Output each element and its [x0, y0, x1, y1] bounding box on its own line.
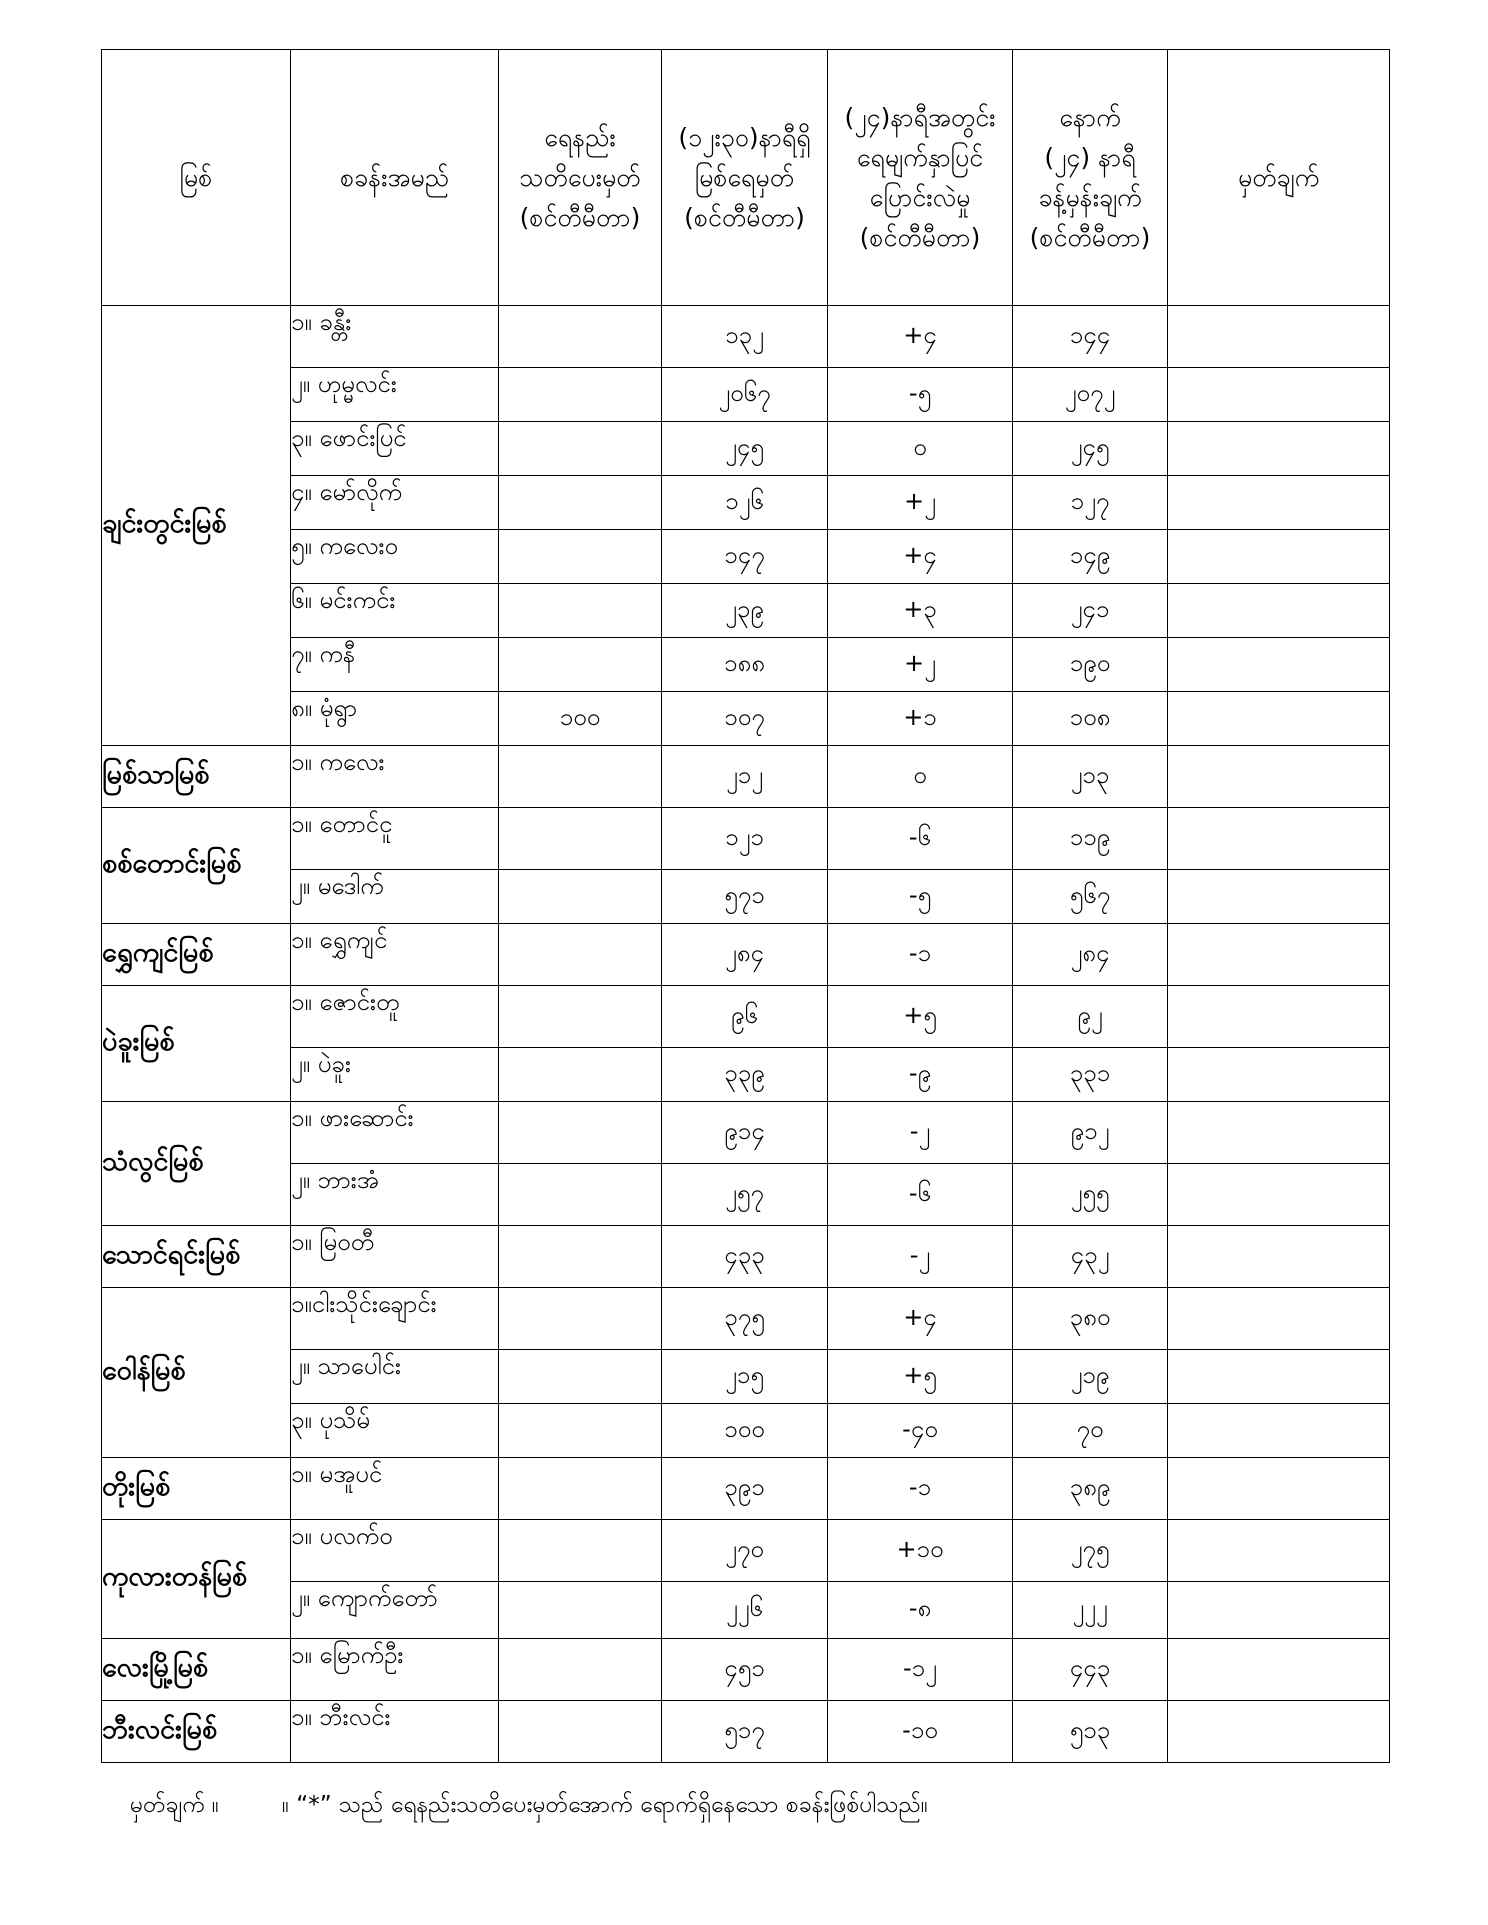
remark	[1168, 422, 1390, 476]
remark	[1168, 1639, 1390, 1701]
low-warning-level	[499, 306, 662, 368]
water-level: ၉၁၄	[662, 1102, 828, 1164]
forecast-level: ၅၆၇	[1013, 870, 1168, 924]
river-name: ဝေါန်မြစ်	[102, 1288, 291, 1458]
header-river: မြစ်	[102, 50, 291, 306]
water-level: ၂၄၅	[662, 422, 828, 476]
table-row	[102, 1404, 1390, 1458]
level-change: +၁	[828, 692, 1013, 746]
water-level: ၄၅၁	[662, 1639, 828, 1701]
remark	[1168, 692, 1390, 746]
level-change: -၉	[828, 1048, 1013, 1102]
river-name: သံလွင်မြစ်	[102, 1102, 291, 1226]
water-level: ၉၆	[662, 986, 828, 1048]
table-row	[102, 1582, 1390, 1639]
low-warning-level	[499, 870, 662, 924]
station-name: ၃။ ဖောင်းပြင်	[291, 422, 499, 476]
table-row	[102, 638, 1390, 692]
level-change: +၄	[828, 1288, 1013, 1350]
table-row	[102, 746, 1390, 808]
table-row	[102, 1102, 1390, 1164]
station-name: ၁။ တောင်ငူ	[291, 808, 499, 870]
header-current-water-level: (၁၂း၃၀)နာရီရှိ မြစ်ရေမှတ် (စင်တီမီတာ)	[662, 50, 828, 306]
river-name: လေးမြို့မြစ်	[102, 1639, 291, 1701]
forecast-level: ၂၇၅	[1013, 1520, 1168, 1582]
forecast-level: ၂၀၇၂	[1013, 368, 1168, 422]
remark	[1168, 584, 1390, 638]
river-level-table	[101, 49, 1390, 1763]
water-level: ၂၃၉	[662, 584, 828, 638]
river-name: ကုလားတန်မြစ်	[102, 1520, 291, 1639]
header-row	[102, 50, 1390, 306]
river-name: သောင်ရင်းမြစ်	[102, 1226, 291, 1288]
remark	[1168, 746, 1390, 808]
remark	[1168, 1226, 1390, 1288]
remark	[1168, 870, 1390, 924]
river-name: စစ်တောင်းမြစ်	[102, 808, 291, 924]
level-change: +၄	[828, 530, 1013, 584]
forecast-level: ၁၄၄	[1013, 306, 1168, 368]
station-name: ၂။ ဘားအံ	[291, 1164, 499, 1226]
level-change: -၁	[828, 1458, 1013, 1520]
footnote-text: ။ “*” သည် ရေနည်းသတိပေးမှတ်အောက် ရောက်ရှိနေသော စခန်းဖြစ်ပါသည်။	[282, 1792, 928, 1818]
table-body	[102, 306, 1390, 1763]
water-level: ၂၈၄	[662, 924, 828, 986]
forecast-level: ၃၈၀	[1013, 1288, 1168, 1350]
low-warning-level	[499, 1404, 662, 1458]
level-change: +၂	[828, 638, 1013, 692]
water-level: ၄၃၃	[662, 1226, 828, 1288]
table-row	[102, 692, 1390, 746]
forecast-level: ၉၁၂	[1013, 1102, 1168, 1164]
forecast-level: ၄၃၂	[1013, 1226, 1168, 1288]
low-warning-level	[499, 476, 662, 530]
remark	[1168, 1701, 1390, 1763]
table-row	[102, 986, 1390, 1048]
water-level: ၂၇၀	[662, 1520, 828, 1582]
low-warning-level	[499, 638, 662, 692]
level-change: -၂	[828, 1102, 1013, 1164]
low-warning-level	[499, 1701, 662, 1763]
remark	[1168, 924, 1390, 986]
low-warning-level	[499, 924, 662, 986]
level-change: -၈	[828, 1582, 1013, 1639]
forecast-level: ၂၈၄	[1013, 924, 1168, 986]
low-warning-level	[499, 1288, 662, 1350]
station-name: ၂။ ဟုမ္မလင်း	[291, 368, 499, 422]
river-name: ချင်းတွင်းမြစ်	[102, 306, 291, 746]
level-change: +၅	[828, 1350, 1013, 1404]
water-level: ၁၂၁	[662, 808, 828, 870]
low-warning-level	[499, 1520, 662, 1582]
table-row	[102, 1350, 1390, 1404]
level-change: +၅	[828, 986, 1013, 1048]
remark	[1168, 1350, 1390, 1404]
station-name: ၆။ မင်းကင်း	[291, 584, 499, 638]
table-row	[102, 870, 1390, 924]
water-level: ၃၇၅	[662, 1288, 828, 1350]
table-row	[102, 1288, 1390, 1350]
remark	[1168, 530, 1390, 584]
station-name: ၁။ ရွှေကျင်	[291, 924, 499, 986]
low-warning-level	[499, 1350, 662, 1404]
level-change: -၄၀	[828, 1404, 1013, 1458]
station-name: ၂။ ပဲခူး	[291, 1048, 499, 1102]
forecast-level: ၇၀	[1013, 1404, 1168, 1458]
station-name: ၁။ မြောက်ဦး	[291, 1639, 499, 1701]
level-change: ၀	[828, 746, 1013, 808]
header-station-name: စခန်းအမည်	[291, 50, 499, 306]
footnote	[130, 1790, 928, 1824]
forecast-level: ၁၄၉	[1013, 530, 1168, 584]
table-row	[102, 808, 1390, 870]
remark	[1168, 1164, 1390, 1226]
low-warning-level	[499, 422, 662, 476]
forecast-level: ၁၁၉	[1013, 808, 1168, 870]
water-level: ၁၀၀	[662, 1404, 828, 1458]
forecast-level: ၅၁၃	[1013, 1701, 1168, 1763]
station-name: ၄။ မော်လိုက်	[291, 476, 499, 530]
station-name: ၁။ ခန္တီး	[291, 306, 499, 368]
station-name: ၁။ မအူပင်	[291, 1458, 499, 1520]
water-level: ၂၀၆၇	[662, 368, 828, 422]
low-warning-level	[499, 1164, 662, 1226]
table-row	[102, 924, 1390, 986]
water-level: ၁၃၂	[662, 306, 828, 368]
station-name: ၃။ ပုသိမ်	[291, 1404, 499, 1458]
station-name: ၁။ ဘီးလင်း	[291, 1701, 499, 1763]
station-name: ၁။ ကလေး	[291, 746, 499, 808]
river-name: ရွှေကျင်မြစ်	[102, 924, 291, 986]
water-level: ၃၉၁	[662, 1458, 828, 1520]
forecast-level: ၂၄၅	[1013, 422, 1168, 476]
header-24h-change: (၂၄)နာရီအတွင်း ရေမျက်နှာပြင် ပြောင်းလဲမှု (စင်တီမီတာ)	[828, 50, 1013, 306]
header-24h-forecast: နောက် (၂၄) နာရီ ခန့်မှန်းချက် (စင်တီမီတာ)	[1013, 50, 1168, 306]
station-name: ၅။ ကလေးဝ	[291, 530, 499, 584]
forecast-level: ၁၂၇	[1013, 476, 1168, 530]
level-change: -၆	[828, 808, 1013, 870]
remark	[1168, 1458, 1390, 1520]
table-row	[102, 368, 1390, 422]
remark	[1168, 306, 1390, 368]
level-change: -၅	[828, 870, 1013, 924]
table-row	[102, 1458, 1390, 1520]
level-change: +၂	[828, 476, 1013, 530]
level-change: -၅	[828, 368, 1013, 422]
river-name: မြစ်သာမြစ်	[102, 746, 291, 808]
water-level: ၃၃၉	[662, 1048, 828, 1102]
remark	[1168, 808, 1390, 870]
station-name: ၇။ ကနီ	[291, 638, 499, 692]
forecast-level: ၂၂၂	[1013, 1582, 1168, 1639]
station-name: ၁။ ဖားဆောင်း	[291, 1102, 499, 1164]
remark	[1168, 1288, 1390, 1350]
remark	[1168, 1102, 1390, 1164]
forecast-level: ၃၈၉	[1013, 1458, 1168, 1520]
river-name: ပဲခူးမြစ်	[102, 986, 291, 1102]
remark	[1168, 1048, 1390, 1102]
low-warning-level	[499, 746, 662, 808]
water-level: ၁၄၇	[662, 530, 828, 584]
table-row	[102, 1164, 1390, 1226]
remark	[1168, 1520, 1390, 1582]
remark	[1168, 638, 1390, 692]
level-change: ၀	[828, 422, 1013, 476]
footnote-label: မှတ်ချက် ။	[130, 1792, 219, 1818]
water-level: ၁၀၇	[662, 692, 828, 746]
table-row	[102, 1226, 1390, 1288]
table-row	[102, 1520, 1390, 1582]
forecast-level: ၃၃၁	[1013, 1048, 1168, 1102]
table-row	[102, 584, 1390, 638]
forecast-level: ၂၁၃	[1013, 746, 1168, 808]
remark	[1168, 1582, 1390, 1639]
low-warning-level	[499, 1102, 662, 1164]
station-name: ၂။ သာပေါင်း	[291, 1350, 499, 1404]
level-change: -၁၂	[828, 1639, 1013, 1701]
station-name: ၁။ ပလက်ဝ	[291, 1520, 499, 1582]
level-change: +၄	[828, 306, 1013, 368]
table-row	[102, 476, 1390, 530]
remark	[1168, 1404, 1390, 1458]
low-warning-level: ၁၀၀	[499, 692, 662, 746]
forecast-level: ၂၄၁	[1013, 584, 1168, 638]
station-name: ၂။ ကျောက်တော်	[291, 1582, 499, 1639]
forecast-level: ၁၀၈	[1013, 692, 1168, 746]
low-warning-level	[499, 368, 662, 422]
water-level: ၁၂၆	[662, 476, 828, 530]
station-name: ၂။ မဒေါက်	[291, 870, 499, 924]
station-name: ၁။ မြဝတီ	[291, 1226, 499, 1288]
low-warning-level	[499, 584, 662, 638]
forecast-level: ၁၉၀	[1013, 638, 1168, 692]
low-warning-level	[499, 1458, 662, 1520]
remark	[1168, 986, 1390, 1048]
river-name: ဘီးလင်းမြစ်	[102, 1701, 291, 1763]
low-warning-level	[499, 808, 662, 870]
water-level: ၂၅၇	[662, 1164, 828, 1226]
table-row	[102, 422, 1390, 476]
level-change: +၃	[828, 584, 1013, 638]
water-level: ၁၈၈	[662, 638, 828, 692]
low-warning-level	[499, 530, 662, 584]
low-warning-level	[499, 1582, 662, 1639]
low-warning-level	[499, 1639, 662, 1701]
water-level: ၂၂၆	[662, 1582, 828, 1639]
forecast-level: ၂၁၉	[1013, 1350, 1168, 1404]
table-row	[102, 1701, 1390, 1763]
low-warning-level	[499, 1048, 662, 1102]
table-row	[102, 306, 1390, 368]
table-row	[102, 530, 1390, 584]
level-change: +၁၀	[828, 1520, 1013, 1582]
water-level: ၅၇၁	[662, 870, 828, 924]
forecast-level: ၄၄၃	[1013, 1639, 1168, 1701]
station-name: ၁။ ဇောင်းတူ	[291, 986, 499, 1048]
station-name: ၈။ မုံရွာ	[291, 692, 499, 746]
forecast-level: ၉၂	[1013, 986, 1168, 1048]
remark	[1168, 368, 1390, 422]
water-level: ၂၁၅	[662, 1350, 828, 1404]
level-change: -၁	[828, 924, 1013, 986]
table-row	[102, 1639, 1390, 1701]
low-warning-level	[499, 986, 662, 1048]
remark	[1168, 476, 1390, 530]
level-change: -၁၀	[828, 1701, 1013, 1763]
river-name: တိုးမြစ်	[102, 1458, 291, 1520]
forecast-level: ၂၅၅	[1013, 1164, 1168, 1226]
station-name: ၁။ငါးသိုင်းချောင်း	[291, 1288, 499, 1350]
header-low-warning-level: ရေနည်း သတိပေးမှတ် (စင်တီမီတာ)	[499, 50, 662, 306]
low-warning-level	[499, 1226, 662, 1288]
table-row	[102, 1048, 1390, 1102]
level-change: -၂	[828, 1226, 1013, 1288]
header-remark: မှတ်ချက်	[1168, 50, 1390, 306]
water-level: ၂၁၂	[662, 746, 828, 808]
water-level: ၅၁၇	[662, 1701, 828, 1763]
level-change: -၆	[828, 1164, 1013, 1226]
